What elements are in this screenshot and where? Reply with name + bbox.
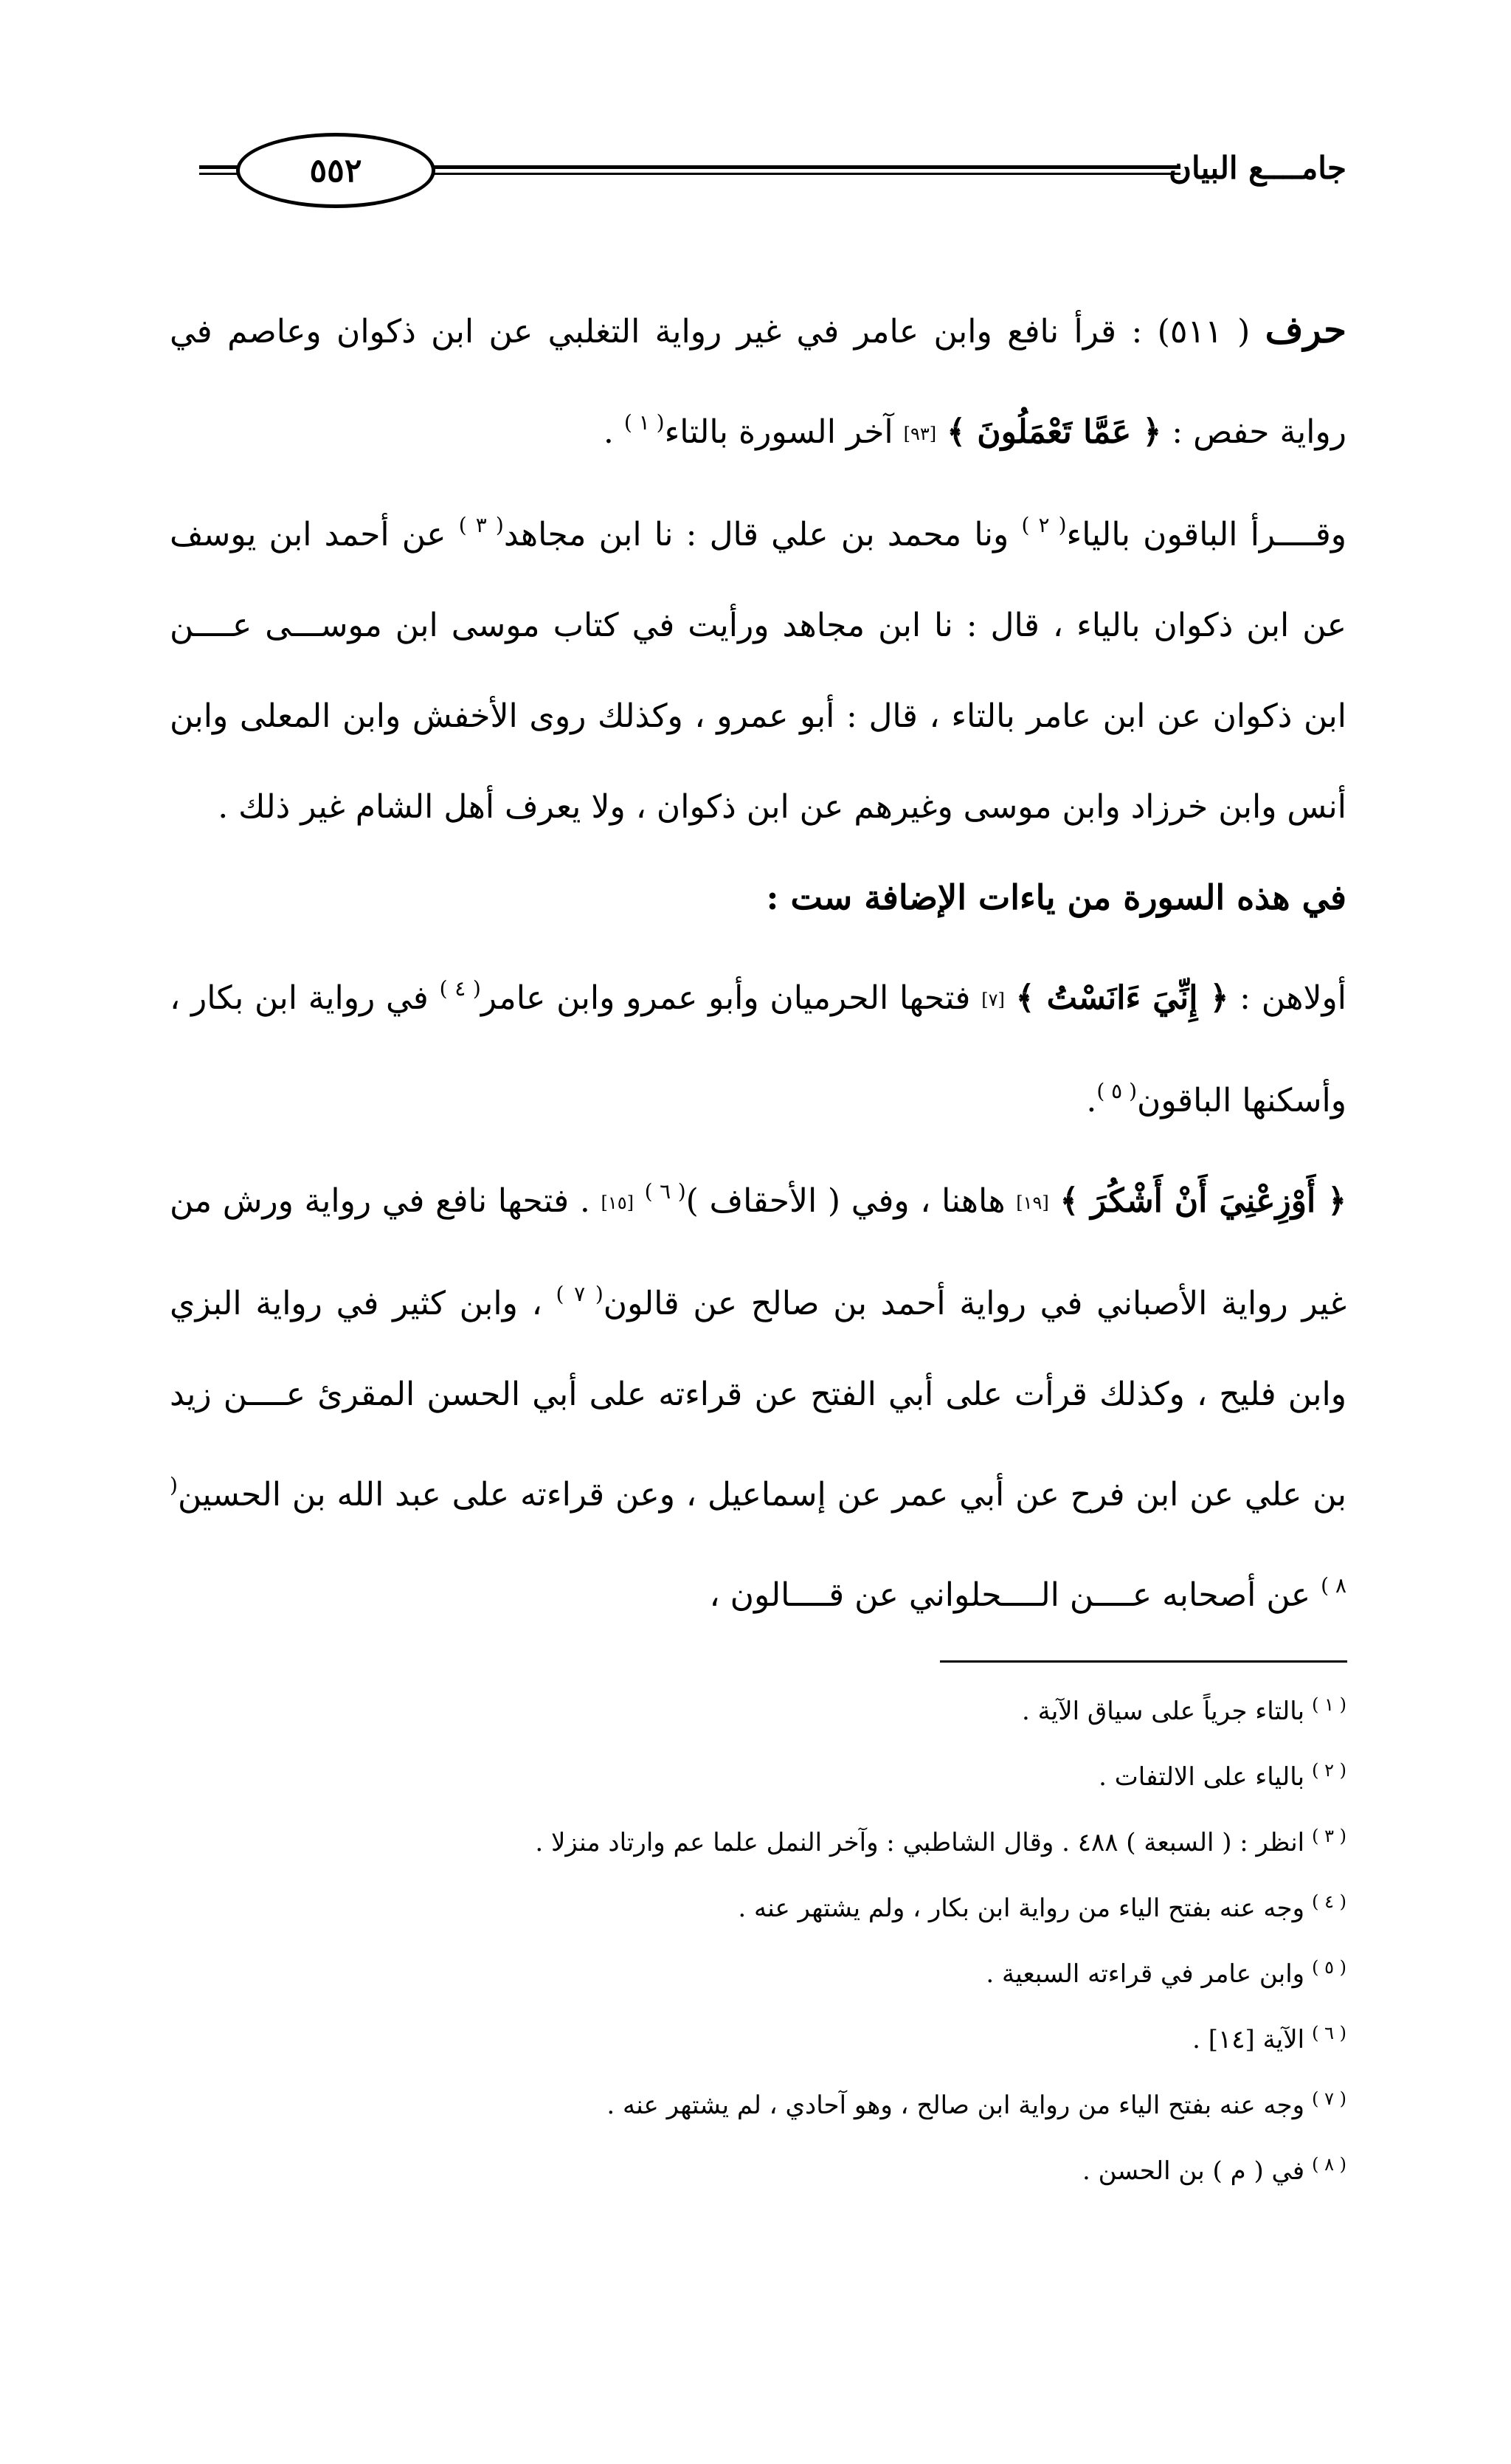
section-heading: في هذه السورة من ياءات الإضافة ست : bbox=[766, 877, 1346, 917]
quran-verse: ﴿ عَمَّا تَعْمَلُونَ ﴾ bbox=[947, 413, 1162, 451]
paragraph-text: ، وابن كثير في رواية البزي وابن فليح ، وكذلك قرأت على أبي الفتح عن قراءته على أبي الحسن المقرئ عــــن زيد بن علي عن ابن فرح عن أبي عمر عن إسماعيل ، وعن قراءته على عبد الله بن الحسين bbox=[170, 1285, 1346, 1514]
footnote-text: وابن عامر في قراءته السبعية . bbox=[986, 1959, 1305, 1989]
footnote-ref[interactable]: ( ٢ ) bbox=[1021, 513, 1067, 537]
footnote-ref[interactable]: ( ٦ ) bbox=[644, 1179, 686, 1204]
footnote-number: ( ٥ ) bbox=[1312, 1957, 1346, 1978]
footnote-number: ( ٨ ) bbox=[1312, 2154, 1346, 2175]
footnote-ref[interactable]: ( ٧ ) bbox=[556, 1282, 604, 1306]
ayah-number: [١٥] bbox=[601, 1193, 635, 1213]
main-text bbox=[170, 284, 1346, 1640]
book-title: جامــــع البيان bbox=[1169, 150, 1346, 186]
paragraph-text: هاهنا ، وفي ( الأحقاف ) bbox=[685, 1182, 1017, 1220]
footnote-number: ( ٤ ) bbox=[1312, 1891, 1346, 1912]
footnote-text: الآية [١٤] . bbox=[1192, 2025, 1305, 2054]
footnote bbox=[170, 1938, 1346, 2004]
running-header bbox=[170, 133, 1346, 207]
footnotes bbox=[170, 1675, 1346, 2201]
ayah-number: [٩٣] bbox=[903, 424, 937, 444]
footnote-number: ( ٢ ) bbox=[1312, 1760, 1346, 1781]
footnote bbox=[170, 2135, 1346, 2201]
paragraph-text: . bbox=[1086, 1082, 1097, 1119]
paragraph-text: فتحها الحرميان وأبو عمرو وابن عامر bbox=[480, 979, 982, 1017]
footnote-text: بالتاء جرياً على سياق الآية . bbox=[1021, 1697, 1305, 1726]
paragraph-text: ونا محمد بن علي قال : نا ابن مجاهد bbox=[503, 516, 1022, 553]
paragraph-text: عن أحمد ابن يوسف عن ابن ذكوان بالياء ، قال : نا ابن مجاهد ورأيت في كتاب موسى ابن موســـى عــــن ابن ذكوان عن ابن عامر بالتاء ، قال : أبو عمرو ، وكذلك روى الأخفش وابن المعلى وابن أنس وابن خرزاد وابن موسى وغيرهم عن ابن ذكوان ، ولا يعرف أهل الشام غير ذلك . bbox=[170, 516, 1346, 826]
ayah-number: [٧] bbox=[981, 990, 1005, 1010]
quran-verse: ﴿ إِنِّيَ ءَانَسْتُ ﴾ bbox=[1015, 979, 1229, 1017]
footnote-ref[interactable]: ( ٣ ) bbox=[458, 513, 504, 537]
paragraph-text: أولاهن : bbox=[1228, 979, 1347, 1017]
ayah-number: [١٩] bbox=[1016, 1193, 1049, 1213]
paragraph-first-ya bbox=[170, 943, 1346, 1146]
footnote-text: وجه عنه بفتح الياء من رواية ابن صالح ، وهو آحادي ، لم يشتهر عنه . bbox=[606, 2091, 1305, 2120]
footnote-text: بالياء على الالتفات . bbox=[1099, 1762, 1305, 1792]
paragraph-harf-511 bbox=[170, 284, 1346, 480]
footnote-number: ( ٣ ) bbox=[1312, 1826, 1346, 1846]
footnote-number: ( ٦ ) bbox=[1312, 2023, 1346, 2043]
paragraph-text: وقــــرأ الباقون بالياء bbox=[1066, 516, 1347, 553]
footnote-ref[interactable]: ( ٥ ) bbox=[1096, 1079, 1138, 1103]
paragraph-text: آخر السورة بالتاء bbox=[664, 413, 904, 451]
footnote-text: وجه عنه بفتح الياء من رواية ابن بكار ، ولم يشتهر عنه . bbox=[738, 1894, 1305, 1923]
paragraph-text: . فتحها نافع في رواية ورش من غير رواية الأصباني في رواية أحمد بن صالح عن قالون bbox=[170, 1182, 1347, 1322]
footnote bbox=[170, 2069, 1346, 2135]
footnote bbox=[170, 2004, 1346, 2069]
footnote bbox=[170, 1675, 1346, 1741]
paragraph-others bbox=[170, 480, 1346, 852]
paragraph-text: عن أصحابه عــــن الــــحلواني عن قــــالون ، bbox=[709, 1576, 1321, 1614]
footnote-number: ( ٧ ) bbox=[1312, 2088, 1346, 2109]
paragraph-text: في رواية ابن بكار ، وأسكنها الباقون bbox=[170, 979, 1346, 1119]
footnote bbox=[170, 1872, 1346, 1938]
quran-verse: ﴿ أَوْزِعْنِيَ أَنْ أَشْكُرَ ﴾ bbox=[1059, 1182, 1346, 1220]
footnote-number: ( ١ ) bbox=[1312, 1694, 1346, 1715]
footnote-text: في ( م ) بن الحسن . bbox=[1082, 2156, 1305, 2186]
footnote-ref[interactable]: ( ٨ ) bbox=[170, 1473, 1346, 1598]
footnote-separator bbox=[940, 1660, 1347, 1663]
footnote-text: انظر : ( السبعة ) ٤٨٨ . وقال الشاطبي : وآخر النمل علما عم وارتاد منزلا . bbox=[535, 1828, 1305, 1857]
harf-number: ( ٥١١) bbox=[1157, 313, 1251, 351]
footnote bbox=[170, 1741, 1346, 1806]
paragraph-text: . bbox=[603, 413, 624, 451]
footnote bbox=[170, 1806, 1346, 1872]
page-number: ٥٥٢ bbox=[236, 133, 435, 208]
paragraph-awzini bbox=[170, 1146, 1346, 1640]
paragraph-text: : قرأ نافع وابن عامر في غير رواية التغلبي عن ابن ذكوان وعاصم في رواية حفص : bbox=[170, 313, 1346, 451]
footnote-ref[interactable]: ( ٤ ) bbox=[439, 976, 481, 1001]
footnote-ref[interactable]: ( ١ ) bbox=[623, 410, 665, 435]
harf-label: حرف bbox=[1265, 308, 1346, 351]
